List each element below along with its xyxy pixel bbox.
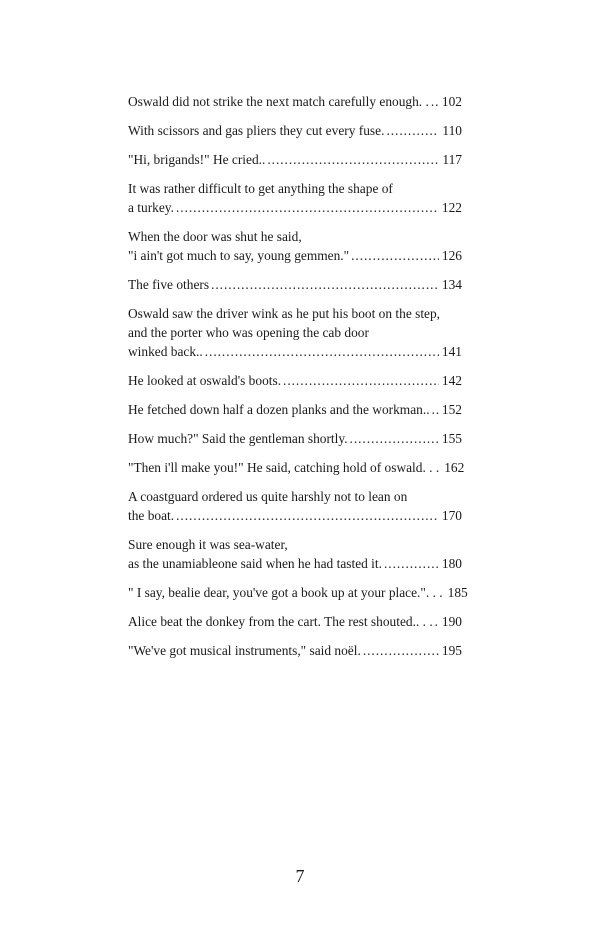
dot-leader [211, 275, 439, 294]
toc-entry-line [128, 121, 462, 140]
toc-entry-text: He looked at oswald's boots. [128, 373, 282, 388]
toc-entry [128, 304, 462, 361]
toc-entry-page: 190 [441, 614, 462, 629]
toc-entry-line [128, 342, 462, 361]
toc-entry-text: Oswald did not strike the next match carefully enough. . [128, 94, 429, 109]
dot-leader [386, 121, 439, 140]
toc-entry [128, 275, 462, 294]
toc-entry-page: 170 [441, 508, 462, 523]
dot-leader [176, 506, 439, 525]
dot-leader [431, 92, 439, 111]
toc-entry-page: 102 [441, 94, 462, 109]
toc-entry-line [128, 92, 462, 111]
dot-leader [267, 150, 439, 169]
toc-entry [128, 429, 462, 448]
toc-entry-line [128, 150, 462, 169]
toc-entry-page: 122 [441, 200, 462, 215]
toc-entry-text: Alice beat the donkey from the cart. The rest shouted.. . . [128, 614, 433, 629]
dot-leader [384, 554, 439, 573]
toc-entry [128, 150, 462, 169]
toc-entry-text: How much?" Said the gentleman shortly. [128, 431, 348, 446]
toc-entry-line [128, 400, 462, 419]
toc-entry [128, 641, 462, 660]
toc-entry-line [128, 429, 462, 448]
dot-leader [432, 400, 439, 419]
toc-entry-text: "We've got musical instruments," said noël. [128, 643, 361, 658]
dot-leader [205, 342, 439, 361]
toc-entry-text: Sure enough it was sea-water, [128, 537, 288, 552]
toc-entry-page: 185 [447, 585, 468, 600]
toc-entry-text: a turkey. [128, 200, 174, 215]
toc-entry [128, 458, 465, 477]
toc-entry-text: With scissors and gas pliers they cut every fuse. [128, 123, 385, 138]
toc-entry-text: " I say, bealie dear, you've got a book up at your place.". . . [128, 585, 443, 600]
dot-leader [283, 371, 439, 390]
toc-entry [128, 227, 462, 265]
toc-entry-text: A coastguard ordered us quite harshly not to lean on [128, 489, 408, 504]
toc-entry-line [128, 198, 462, 217]
toc-entry-page: 142 [441, 373, 462, 388]
toc-entry [128, 535, 462, 573]
toc-entry-line [128, 371, 462, 390]
toc-entry-text: "Then i'll make you!" He said, catching hold of oswald. . . [128, 460, 440, 475]
toc-entry-text: the boat. [128, 508, 175, 523]
dot-leader [363, 641, 439, 660]
toc-entry-page: 117 [442, 152, 462, 167]
dot-leader [350, 429, 439, 448]
toc-entry [128, 487, 462, 525]
toc-entry-line [128, 641, 462, 660]
toc-entry-line [128, 506, 462, 525]
dot-leader [435, 612, 439, 631]
toc-entry-text: "i ain't got much to say, young gemmen." [128, 248, 350, 263]
toc-entry-line [128, 554, 462, 573]
toc-entry-text: "Hi, brigands!" He cried.. [128, 152, 266, 167]
toc-entry [128, 92, 462, 111]
toc-entry-page: 110 [442, 123, 462, 138]
toc-entry [128, 400, 462, 419]
toc-entry-text: winked back.. [128, 344, 203, 359]
toc-entry-text: and the porter who was opening the cab door [128, 325, 369, 340]
toc-entry-line [128, 612, 462, 631]
toc-entry-line [128, 458, 465, 477]
table-of-contents [128, 92, 468, 670]
toc-entry-line [128, 275, 462, 294]
toc-entry [128, 371, 462, 390]
toc-entry-page: 195 [441, 643, 462, 658]
toc-entry-page: 134 [441, 277, 462, 292]
toc-entry-text: When the door was shut he said, [128, 229, 302, 244]
toc-entry-text: It was rather difficult to get anything the shape of [128, 181, 393, 196]
toc-entry-line [128, 246, 462, 265]
dot-leader [176, 198, 439, 217]
toc-entry-text: The five others [128, 277, 210, 292]
toc-entry-text: as the unamiableone said when he had tasted it. [128, 556, 382, 571]
toc-entry-page: 180 [441, 556, 462, 571]
toc-entry-page: 126 [441, 248, 462, 263]
toc-entry [128, 583, 468, 602]
toc-entry-text: Oswald saw the driver wink as he put his boot on the step, [128, 306, 441, 321]
toc-entry [128, 179, 462, 217]
toc-entry [128, 612, 462, 631]
toc-entry-text: He fetched down half a dozen planks and the workman.. [128, 402, 430, 417]
toc-entry-page: 162 [444, 460, 465, 475]
page-number: 7 [295, 866, 305, 886]
toc-entry-page: 152 [441, 402, 462, 417]
toc-entry-line [128, 583, 468, 602]
dot-leader [351, 246, 439, 265]
toc-entry-page: 155 [441, 431, 462, 446]
toc-entry [128, 121, 462, 140]
toc-entry-page: 141 [441, 344, 462, 359]
